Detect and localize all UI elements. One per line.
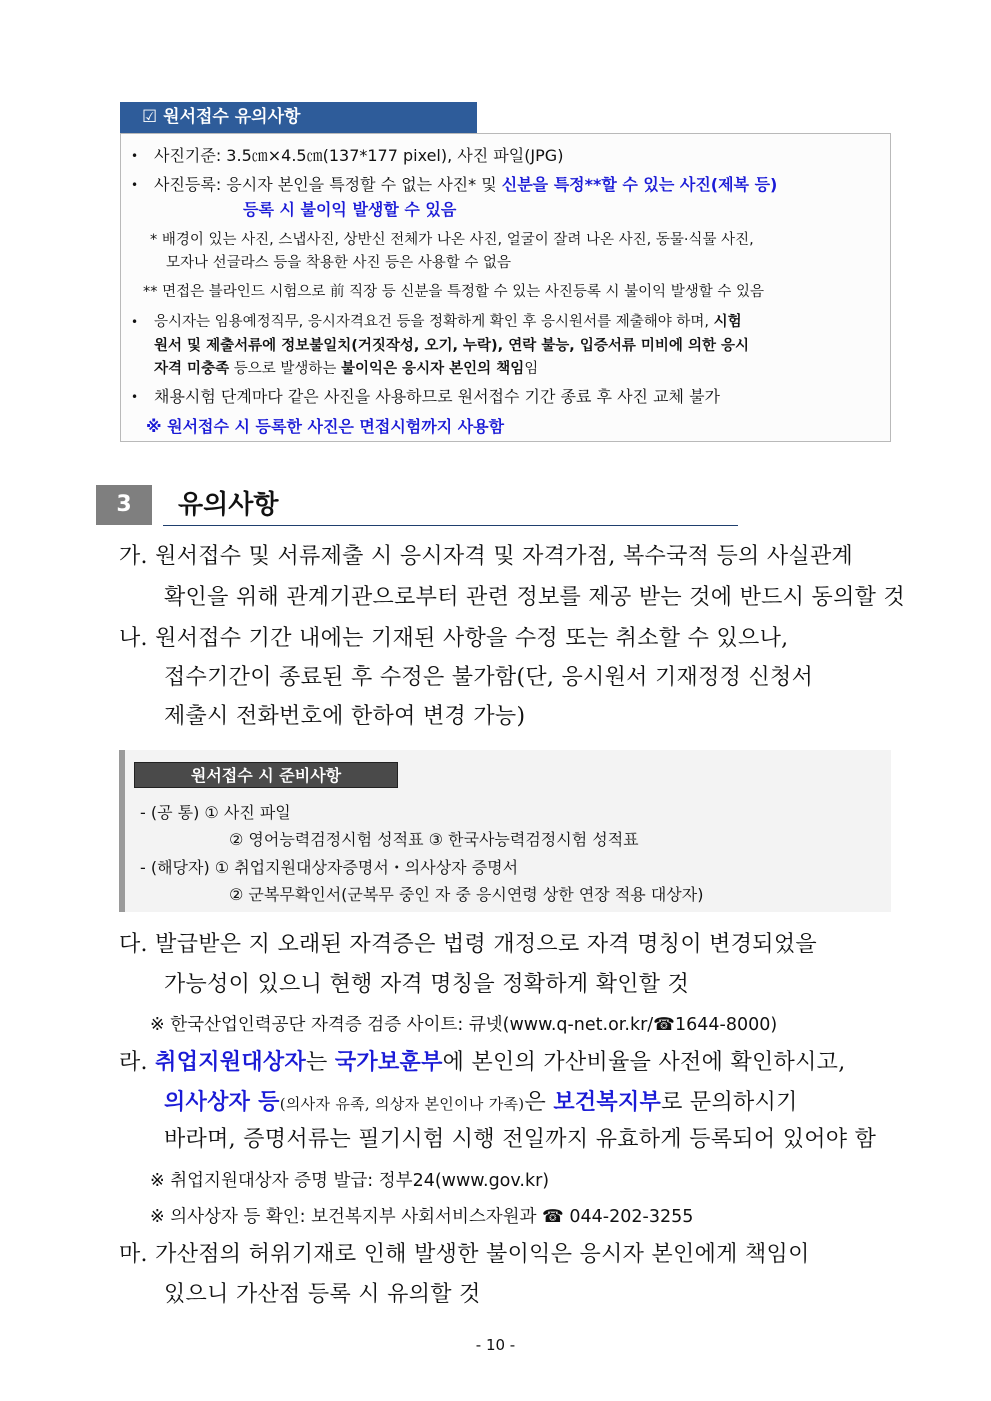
bullet: • [131,315,139,329]
item-ra: 라. 취업지원대상자는 국가보훈부에 본인의 가산비율을 사전에 확인하시고, [119,1049,846,1075]
notice-header: ☑ 원서접수 유의사항 [120,102,477,133]
notice-photo-standard: 사진기준: 3.5㎝×4.5㎝(137*177 pixel), 사진 파일(JPG) [154,146,564,165]
item-da: 다. 발급받은 지 오래된 자격증은 법령 개정으로 자격 명칭이 변경되었을 [119,932,817,957]
item-ra-cont: 의사상자 등(의사자 유족, 의상자 본인이나 가족)은 보건복지부로 문의하시기 [164,1089,798,1115]
bullet: • [131,390,139,404]
item-ra-cont2: 바라며, 증명서류는 필기시험 시행 전일까지 유효하게 등록되어 있어야 함 [164,1127,877,1152]
notice-applicant-cont2: 자격 미충족 등으로 발생하는 불이익은 응시자 본인의 책임임 [154,361,539,377]
notice-footnote-1: * 배경이 있는 사진, 스냅사진, 상반신 전체가 나온 사진, 얼굴이 잘려 나온 사진, 동물·식물 사진, [150,232,754,248]
item-ga: 가. 원서접수 및 서류제출 시 응시자격 및 자격가점, 복수국적 등의 사실관계 [119,544,854,569]
item-ma: 마. 가산점의 허위기재로 인해 발생한 불이익은 응시자 본인에게 책임이 [119,1242,810,1267]
notice-footnote-2: ** 면접은 블라인드 시험으로 前 직장 등 신분을 특정할 수 있는 사진등록 시 불이익 발생할 수 있음 [143,284,765,300]
bullet: • [131,149,139,163]
item-ga-cont: 확인을 위해 관계기관으로부터 관련 정보를 제공 받는 것에 반드시 동의할 것 [164,585,906,610]
notice-applicant-cont: 원서 및 제출서류에 정보불일치(거짓작성, 오기, 누락), 연락 불능, 입증서류 미비에 의한 응시 [154,338,750,354]
item-ra-note1: ※ 취업지원대상자 증명 발급: 정부24(www.gov.kr) [150,1171,550,1191]
bullet: • [131,178,139,192]
item-da-cont: 가능성이 있으니 현행 자격 명칭을 정확하게 확인할 것 [164,972,690,997]
item-ma-cont: 있으니 가산점 등록 시 유의할 것 [164,1282,481,1307]
item-ra-note2: ※ 의사상자 등 확인: 보건복지부 사회서비스자원과 ☎ 044-202-3255 [150,1207,694,1227]
prep-common-cont: ② 영어능력검정시험 성적표 ③ 한국사능력검정시험 성적표 [229,830,639,849]
page-number: - 10 - [475,1336,516,1354]
item-na-cont2: 제출시 전화번호에 한하여 변경 가능) [164,704,526,729]
item-da-note: ※ 한국산업인력공단 자격증 검증 사이트: 큐넷(www.q-net.or.kr/☎1644-8000) [150,1015,778,1035]
prep-applicable: - (해당자) ① 취업지원대상자증명서・의사상자 증명서 [140,858,519,877]
section-title: 유의사항 [178,490,279,520]
prep-applicable-cont: ② 군복무확인서(군복무 중인 자 중 응시연령 상한 연장 적용 대상자) [229,885,704,904]
item-na: 나. 원서접수 기간 내에는 기재된 사항을 수정 또는 취소할 수 있으나, [119,626,789,651]
notice-photo-register: 사진등록: 응시자 본인을 특정할 수 없는 사진* 및 신분을 특정**할 수 있는 사진(제복 등) [154,175,778,194]
item-na-cont: 접수기간이 종료된 후 수정은 불가함(단, 응시원서 기재정정 신청서 [164,665,814,690]
section-number: 3 [96,485,152,525]
notice-interview-photo: ※ 원서접수 시 등록한 사진은 면접시험까지 사용함 [146,417,505,436]
prep-title: 원서접수 시 준비사항 [134,762,398,788]
notice-applicant: 응시자는 임용예정직무, 응시자격요건 등을 정확하게 확인 후 응시원서를 제출해야 하며, 시험 [154,314,742,330]
section-divider [163,525,738,526]
notice-photo-register-cont: 등록 시 불이익 발생할 수 있음 [243,200,457,219]
notice-photo-change: 채용시험 단계마다 같은 사진을 사용하므로 원서접수 기간 종료 후 사진 교체 불가 [154,387,720,406]
notice-footnote-1-cont: 모자나 선글라스 등을 착용한 사진 등은 사용할 수 없음 [166,255,512,271]
prep-common: - (공 통) ① 사진 파일 [140,803,291,822]
